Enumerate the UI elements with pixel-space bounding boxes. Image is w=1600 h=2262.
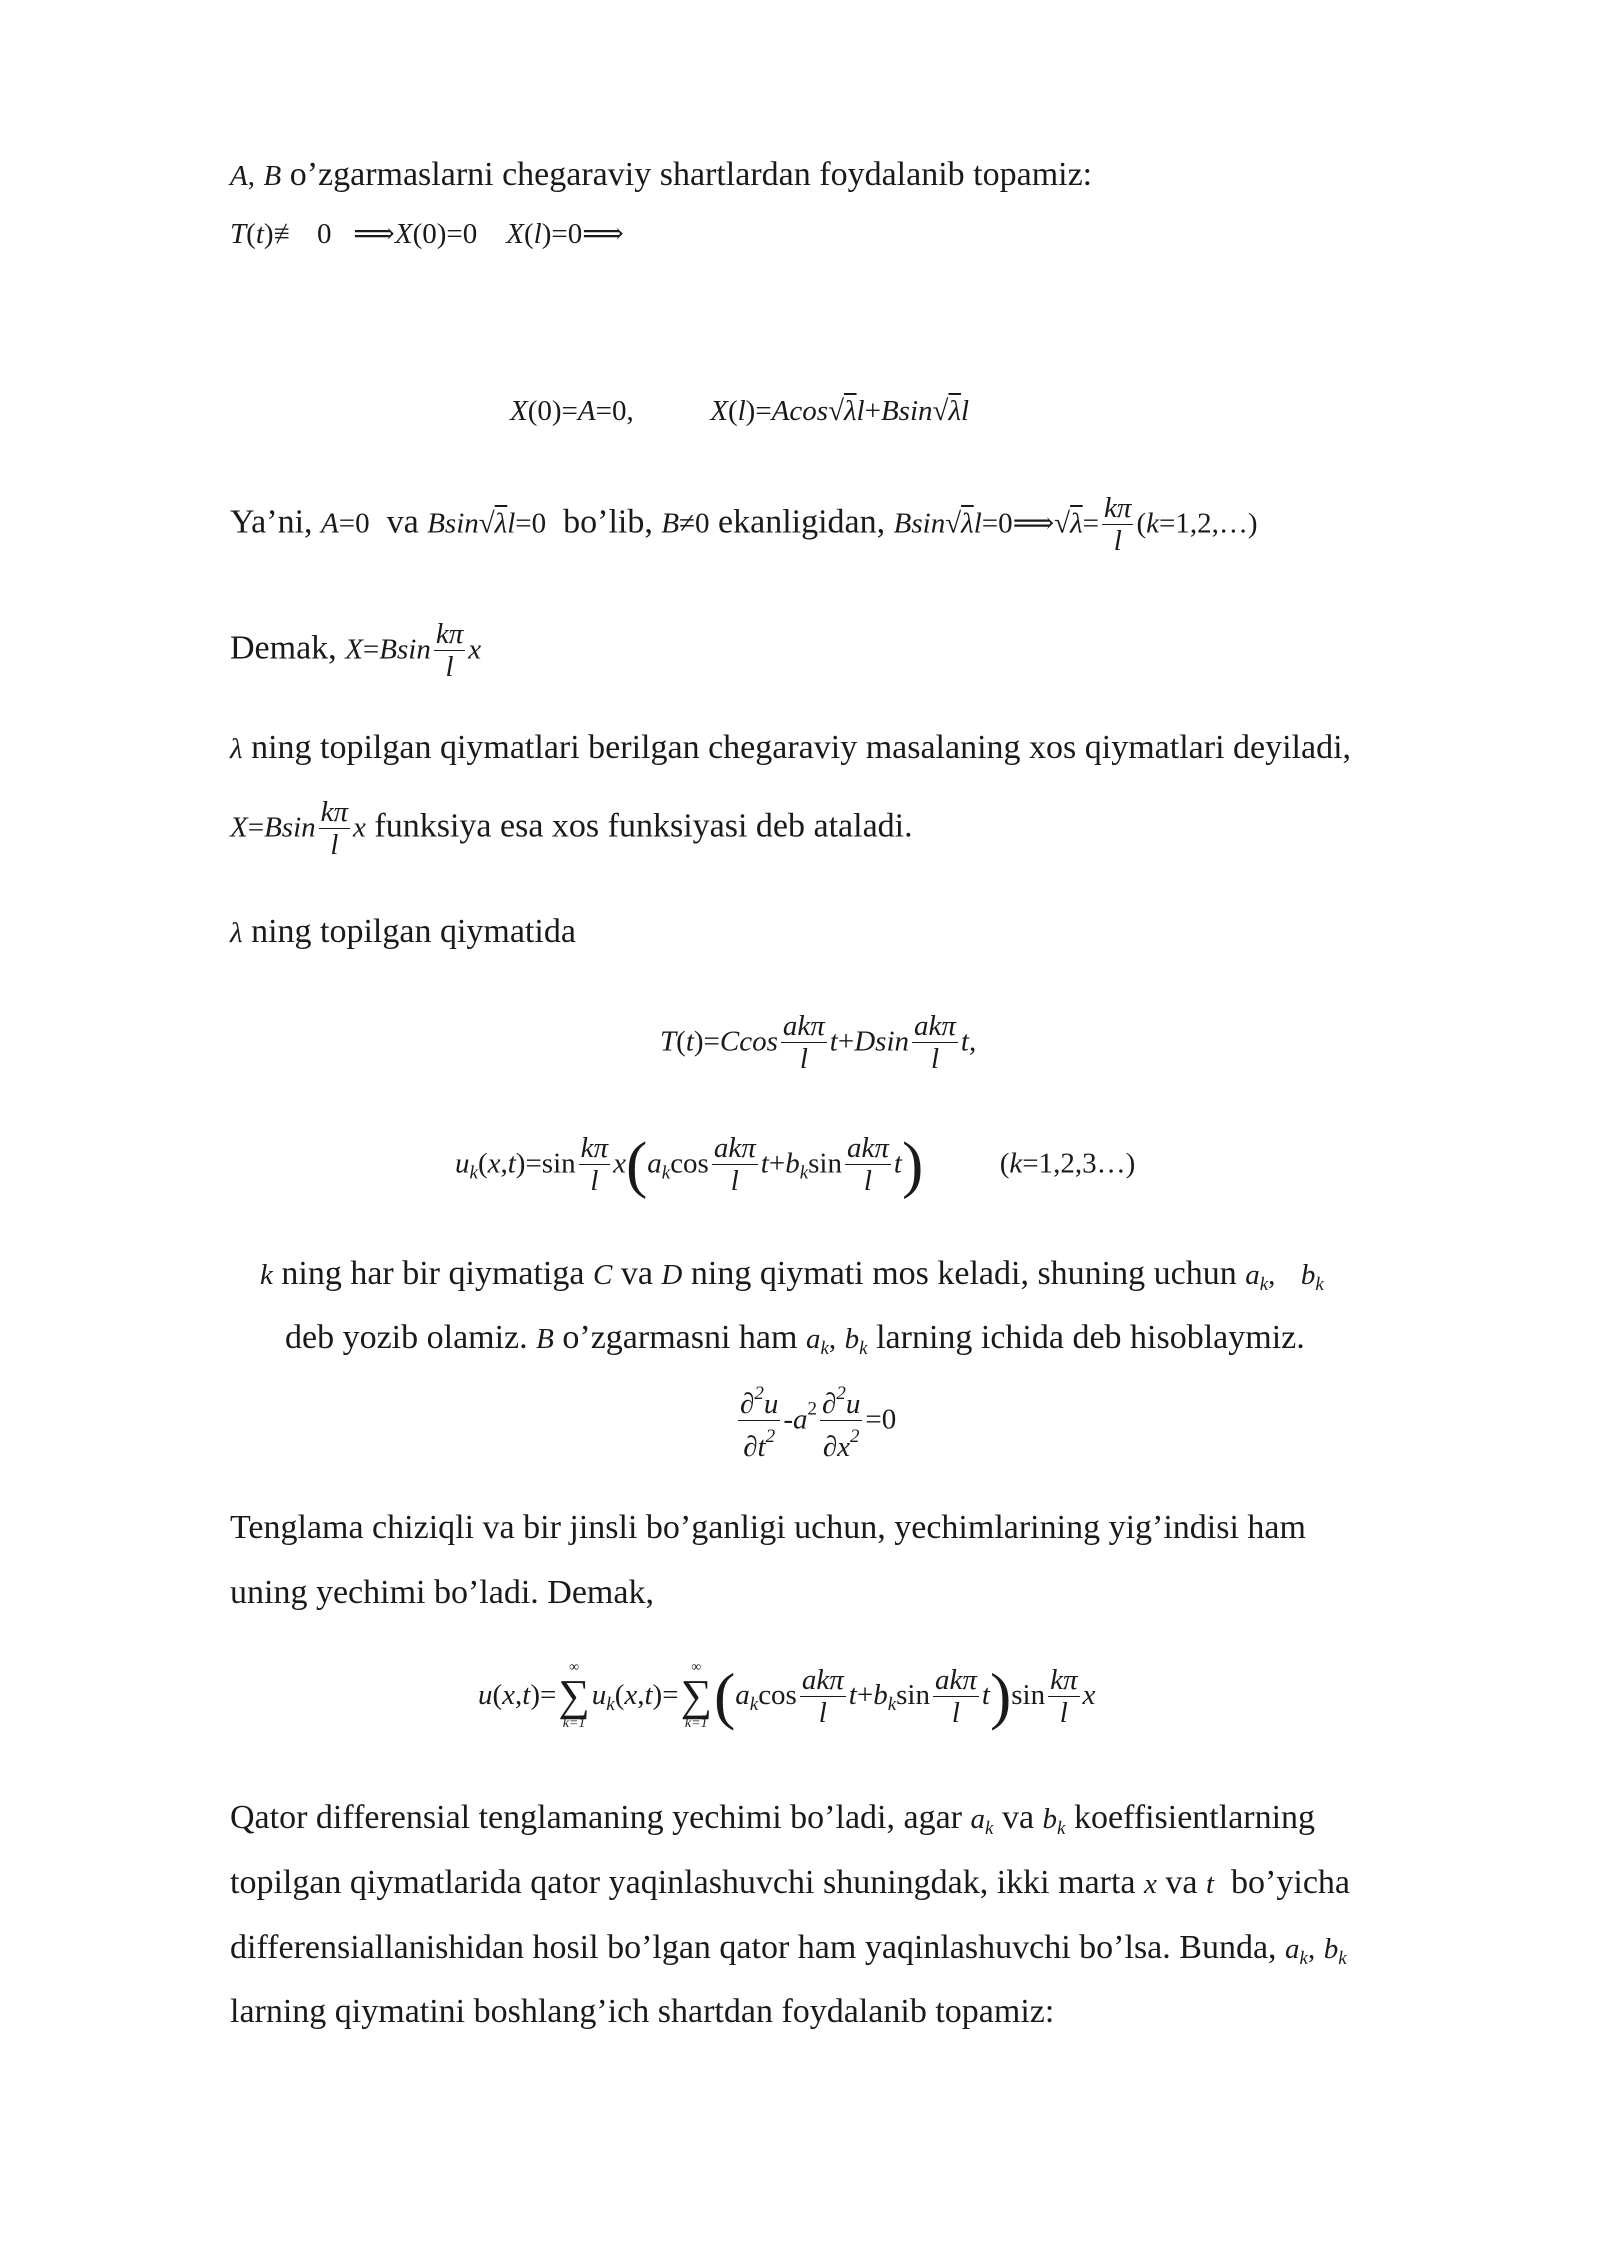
fraction: $\frac{k\pi}{l}$ bbox=[320, 796, 349, 861]
fraction: $\frac{\text{akπ}}{l}$ bbox=[934, 1663, 977, 1729]
formula-wave-equation: $\frac{\partial^2u}{\partial t^2}$ $-a^2$ $\frac{\partial^2u}{\partial x^2}$ =0 bbox=[735, 1378, 1490, 1463]
formula-x0: X(0)=A=0, X(l)=Acos√λl+Bsin√λl bbox=[510, 395, 970, 427]
fraction: $\frac{\text{akπ}}{l}$ bbox=[846, 1132, 889, 1197]
ekan-text: ekanligidan, bbox=[718, 503, 886, 541]
text-line-19: larning qiymatini boshlang’ich shartdan foydalanib topamiz: bbox=[230, 1993, 1055, 2030]
text-line-17: topilgan qiymatlarida qator yaqinlashuvchi shuningdak, ikki marta x va t bo’yicha bbox=[230, 1864, 1350, 1901]
line-17b: va bbox=[1165, 1864, 1198, 1901]
sum-symbol: ∞ ∑ k=1 bbox=[680, 1660, 712, 1731]
text-line-1: A, B o’zgarmaslarni chegaraviy shartlardan foydalanib topamiz: bbox=[230, 156, 1093, 193]
sum-symbol: ∞ ∑ k=1 bbox=[558, 1660, 590, 1731]
line-10b: va bbox=[620, 1255, 653, 1292]
fraction: $\frac{k\pi}{l}$ bbox=[435, 618, 464, 683]
text-line-5: λ ning topilgan qiymatlari berilgan chegaraviy masalaning xos qiymatlari deyiladi, bbox=[230, 729, 1352, 766]
line-18a: differensiallanishidan hosil bo’lgan qator ham yaqinlashuvchi bo’lsa. Bunda, bbox=[230, 1929, 1277, 1966]
va-text: va bbox=[386, 503, 419, 541]
fraction: $\frac{\partial^2u}{\partial x^2}$ bbox=[820, 1378, 862, 1463]
text-line-3: Ya’ni, A=0 va Bsin√λl=0 bo’lib, B≠0 ekanligidan, Bsin√λl=0⟹√λ= $\frac{k\pi}{l}$ (k=1,2,…) bbox=[230, 492, 1258, 557]
fraction: $\frac{\text{akπ}}{l}$ bbox=[801, 1663, 844, 1729]
text-line-18: differensiallanishidan hosil bo’lgan qator ham yaqinlashuvchi bo’lsa. Bunda, ak, bk bbox=[230, 1929, 1347, 1969]
line-10a: ning har bir qiymatiga bbox=[281, 1255, 585, 1292]
line-5-text: ning topilgan qiymatlari berilgan chegaraviy masalaning xos qiymatlari deyiladi, bbox=[251, 729, 1352, 766]
line-11c: larning ichida deb hisoblaymiz. bbox=[876, 1319, 1305, 1356]
line-1-text: o’zgarmaslarni chegaraviy shartlardan foydalanib topamiz: bbox=[289, 156, 1093, 193]
text-line-13: Tenglama chiziqli va bir jinsli bo’ganligi uchun, yechimlarining yig’indisi ham bbox=[230, 1509, 1306, 1546]
text-line-6: X=Bsin $\frac{k\pi}{l}$ x funksiya esa xos funksiyasi deb ataladi. bbox=[230, 796, 913, 861]
fraction: $\frac{\text{akπ}}{l}$ bbox=[914, 1010, 956, 1075]
yani-text: Ya’ni, bbox=[230, 503, 313, 541]
line-16b: va bbox=[1001, 1799, 1035, 1836]
text-line-7: λ ning topilgan qiymatida bbox=[230, 913, 576, 950]
bolib-text: bo’lib, bbox=[563, 503, 653, 541]
line-11a: deb yozib olamiz. bbox=[285, 1319, 528, 1356]
fraction: $\frac{k\pi}{l}$ bbox=[580, 1132, 609, 1197]
line-10c: ning qiymati mos keladi, shuning uchun bbox=[690, 1255, 1237, 1292]
line-7-text: ning topilgan qiymatida bbox=[251, 913, 576, 950]
demak-text: Demak, bbox=[230, 629, 337, 667]
text-line-14: uning yechimi bo’ladi. Demak, bbox=[230, 1574, 654, 1611]
line-16a: Qator differensial tenglamaning yechimi bo’ladi, agar bbox=[230, 1799, 962, 1836]
formula-uk: uk(x,t)=sin $\frac{k\pi}{l}$ x(akcos $\frac{\text{akπ}}{l}$ t+bksin $\frac{\text{akπ}}{l}$ t) (k=1,2,3…) bbox=[455, 1128, 1136, 1200]
line-16c: koeffisientlarning bbox=[1073, 1799, 1316, 1836]
fraction: $\frac{\text{akπ}}{l}$ bbox=[713, 1132, 756, 1197]
fraction: $\frac{\text{akπ}}{l}$ bbox=[782, 1010, 825, 1075]
line-17a: topilgan qiymatlarida qator yaqinlashuvchi shuningdak, ikki marta bbox=[230, 1864, 1136, 1901]
text-line-4: Demak, X=Bsin $\frac{k\pi}{l}$ x bbox=[230, 618, 482, 683]
fraction: $\frac{k\pi}{l}$ bbox=[1104, 492, 1132, 557]
fraction: $\frac{k\pi}{l}$ bbox=[1050, 1663, 1078, 1729]
fraction: $\frac{\partial^2u}{\partial t^2}$ bbox=[738, 1378, 780, 1463]
text-line-10: k ning har bir qiymatiga C va D ning qiymati mos keladi, shuning uchun ak, bk bbox=[260, 1255, 1324, 1295]
line-11b: o’zgarmasni ham bbox=[562, 1319, 798, 1356]
text-line-16: Qator differensial tenglamaning yechimi bo’ladi, agar ak va bk koeffisientlarning bbox=[230, 1799, 1316, 1839]
line-17c: bo’yicha bbox=[1231, 1864, 1350, 1901]
line-6-text: funksiya esa xos funksiyasi deb ataladi. bbox=[374, 807, 913, 845]
text-line-11: deb yozib olamiz. B o’zgarmasni ham ak, bk larning ichida deb hisoblaymiz. bbox=[285, 1319, 1305, 1359]
formula-T: T(t)=Ccos $\frac{\text{akπ}}{l}$ t+Dsin $\frac{\text{akπ}}{l}$ t, bbox=[660, 1010, 977, 1075]
formula-series: u(x,t)=∞ ∑ k=1 uk(x,t)=∞ ∑ k=1 (akcos $\frac{\text{akπ}}{l}$ t+bksin $\frac{\text{akπ}}{l}$ t)sin $\frac{k\pi}{l}$ x bbox=[478, 1660, 1096, 1731]
formula-boundary: T(t)≢ 0 ⟹X(0)=0 X(l)=0⟹ bbox=[230, 218, 624, 250]
